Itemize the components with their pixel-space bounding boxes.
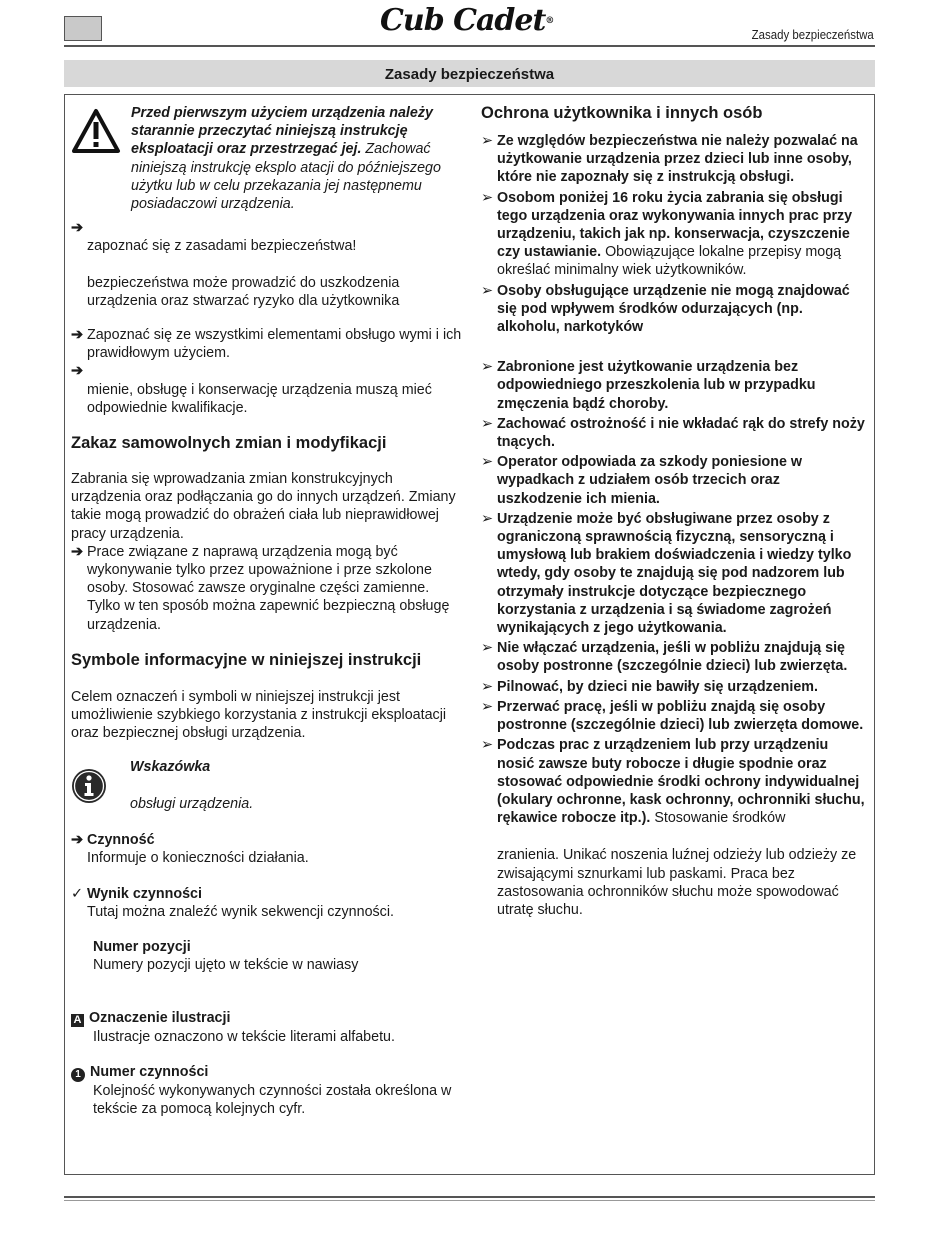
footer-rule-thin <box>64 1200 875 1201</box>
info-title: Wskazówka <box>130 759 211 776</box>
list-item: ➢ Przerwać pracę, jeśli w pobliżu znajdą się osoby postronne (szczególnie dzieci) lub zwierzęta domowe. <box>481 698 864 734</box>
bullet-list <box>481 132 866 919</box>
list-item: ➢ Zachować ostrożność i nie wkładać rąk do strefy noży tnących. <box>481 415 865 451</box>
chevron-right-icon: ➢ <box>481 737 493 754</box>
footer-rule <box>64 1196 875 1198</box>
checkmark-icon: ✓ <box>71 885 83 902</box>
chevron-right-icon: ➢ <box>481 454 493 471</box>
chevron-right-icon: ➢ <box>481 640 493 657</box>
arrow-right-icon: ➔ <box>71 363 83 380</box>
page-title: Zasady bezpieczeństwa <box>64 60 875 87</box>
header-section-label: Zasady bezpieczeństwa <box>751 27 874 42</box>
list-item: ➢ Podczas prac z urządzeniem lub przy urządzeniu nosić zawsze buty robocze i długie spodnie oraz stosować odpowiednie środki ochrony indywidualnej (okulary ochronne, kask ochronny, ochronniki słuchu, rękawice robocze itp.). Stosowanie środków <box>481 737 865 827</box>
list-item: ➢ Zabronione jest użytkowanie urządzenia bez odpowiedniego przeszkolenia lub w przypadku zmęczenia bądź choroby. <box>481 359 816 412</box>
chevron-right-icon: ➢ <box>481 282 493 299</box>
left-column <box>71 95 463 1118</box>
list-item: 1 Numer czynności Kolejność wykonywanych czynności została określona w tekście za pomocą kolejnych cyfr. <box>71 1063 463 1118</box>
chevron-right-icon: ➢ <box>481 678 493 695</box>
chevron-right-icon: ➢ <box>481 415 493 432</box>
chevron-right-icon: ➢ <box>481 698 493 715</box>
chevron-right-icon: ➢ <box>481 189 493 206</box>
brand-logo: Cub Cadet® <box>380 3 555 38</box>
info-text: obsługi urządzenia. <box>130 795 254 812</box>
chevron-right-icon: ➢ <box>481 510 493 527</box>
warning-text: Przed pierwszym użyciem urządzenia należy starannie przeczytać niniejszą instrukcję eksploatacji oraz przestrzegać jej. Zachować niniejszą instrukcję eksplo atacji do późniejszego użytku lub w celu przekazania jej następnemu posiadaczowi urządzenia. <box>131 105 441 213</box>
warning-triangle-icon <box>71 108 121 154</box>
list-item: ➔ Prace związane z naprawą urządzenia mogą być wykonywanie tylko przez upoważnione i prze szkolone osoby. Stosować zawsze oryginalne części zamienne. Tylko w ten sposób można zapewnić bezpieczną obsługę urządzenia. <box>71 543 450 633</box>
warning-block <box>71 104 463 213</box>
section-heading: Symbole informacyjne w niniejszej instrukcji <box>71 650 422 669</box>
chevron-right-icon: ➢ <box>481 359 493 376</box>
arrow-right-icon: ➔ <box>71 327 83 344</box>
paragraph: Zabrania się wprowadzania zmian konstrukcyjnych urządzenia oraz podłączania go do innych urządzeń. Zmiany takie mogą prowadzić do obrażeń ciała lub nieprawidłowej pracy urządzenia. <box>71 471 456 542</box>
info-block <box>71 758 463 813</box>
list-item: ➢ Nie włączać urządzenia, jeśli w pobliżu znajdują się osoby postronne (szczególnie dzieci) lub zwierzęta. <box>481 640 848 675</box>
paragraph: Celem oznaczeń i symboli w niniejszej instrukcji jest umożliwienie szybkiego korzystania z instrukcji eksploatacji oraz bezpiecznej obsługi urządzenia. <box>71 688 447 742</box>
content-box <box>64 94 875 1175</box>
arrow-right-icon: ➔ <box>71 543 83 560</box>
list-item: ➢ Urządzenie może być obsługiwane przez osoby z ograniczoną sprawnością fizyczną, sensoryczną i umysłową lub brakiem doświadczenia i wiedzy tylko wtedy, gdy osoby te znajdują się pod nadzorem lub otrzymały instrukcje dotyczące bezpiecznego korzystania z urządzenia i są świadome zagrożeń wynikających z jego użytkowania. <box>481 510 852 637</box>
arrow-right-icon: ➔ <box>71 220 83 237</box>
list-item: A Oznaczenie ilustracji Ilustracje oznaczono w tekście literami alfabetu. <box>71 1009 463 1045</box>
paragraph: zranienia. Unikać noszenia luźnej odzieży lub odzieży ze zwisającymi sznurkami lub paskami. Praca bez zastosowania ochronników słuchu może spowodować utratę słuchu. <box>497 847 857 918</box>
step-number-icon: 1 <box>71 1068 85 1082</box>
list-item: Numer pozycji Numery pozycji ujęto w tekście w nawiasy <box>93 938 359 974</box>
list-item: ✓ Wynik czynności Tutaj można znaleźć wynik sekwencji czynności. <box>71 885 394 920</box>
list-item: ➢ Operator odpowiada za szkody poniesione w wypadkach z udziałem osób trzecich oraz uszkodzenie ich mienia. <box>481 454 803 507</box>
paragraph: bezpieczeństwa może prowadzić do uszkodzenia urządzenia oraz stwarzać ryzyko dla użytkownika <box>87 274 400 309</box>
illustration-letter-icon: A <box>71 1014 84 1027</box>
arrow-right-icon: ➔ <box>71 832 83 849</box>
list-item: ➔ Zapoznać się ze wszystkimi elementami obsługo wymi i ich prawidłowym użyciem. <box>71 327 462 362</box>
info-icon <box>71 768 107 804</box>
list-item: ➔ mienie, obsługę i konserwację urządzenia muszą mieć odpowiednie kwalifikacje. <box>71 363 432 416</box>
list-item: ➢ Osoby obsługujące urządzenie nie mogą znajdować się pod wpływem środków odurzających (np. alkoholu, narkotyków <box>481 282 850 336</box>
section-heading: Ochrona użytkownika i innych osób <box>481 104 763 122</box>
right-column <box>481 95 866 919</box>
list-item: ➔ Czynność Informuje o konieczności działania. <box>71 832 309 867</box>
section-heading: Zakaz samowolnych zmian i modyfikacji <box>71 434 387 453</box>
list-item: ➢ Osobom poniżej 16 roku życia zabrania się obsługi tego urządzenia oraz wykonywania innych prac przy urządzeniu, takich jak np. konserwacja, czyszczenie czy ustawianie. Obowiązujące lokalne przepisy mogą określać minimalny wiek użytkowników. <box>481 189 853 279</box>
list-item: ➢ Ze względów bezpieczeństwa nie należy pozwalać na użytkowanie urządzenia przez dzieci lub inne osoby, które nie zapoznały się z instrukcją obsługi. <box>481 133 858 186</box>
header-rule <box>64 45 875 47</box>
list-item: ➔ zapoznać się z zasadami bezpieczeństwa! <box>71 220 357 255</box>
list-item: ➢ Pilnować, by dzieci nie bawiły się urządzeniem. <box>481 678 818 695</box>
chevron-right-icon: ➢ <box>481 133 493 149</box>
page-tab-marker <box>64 16 102 41</box>
